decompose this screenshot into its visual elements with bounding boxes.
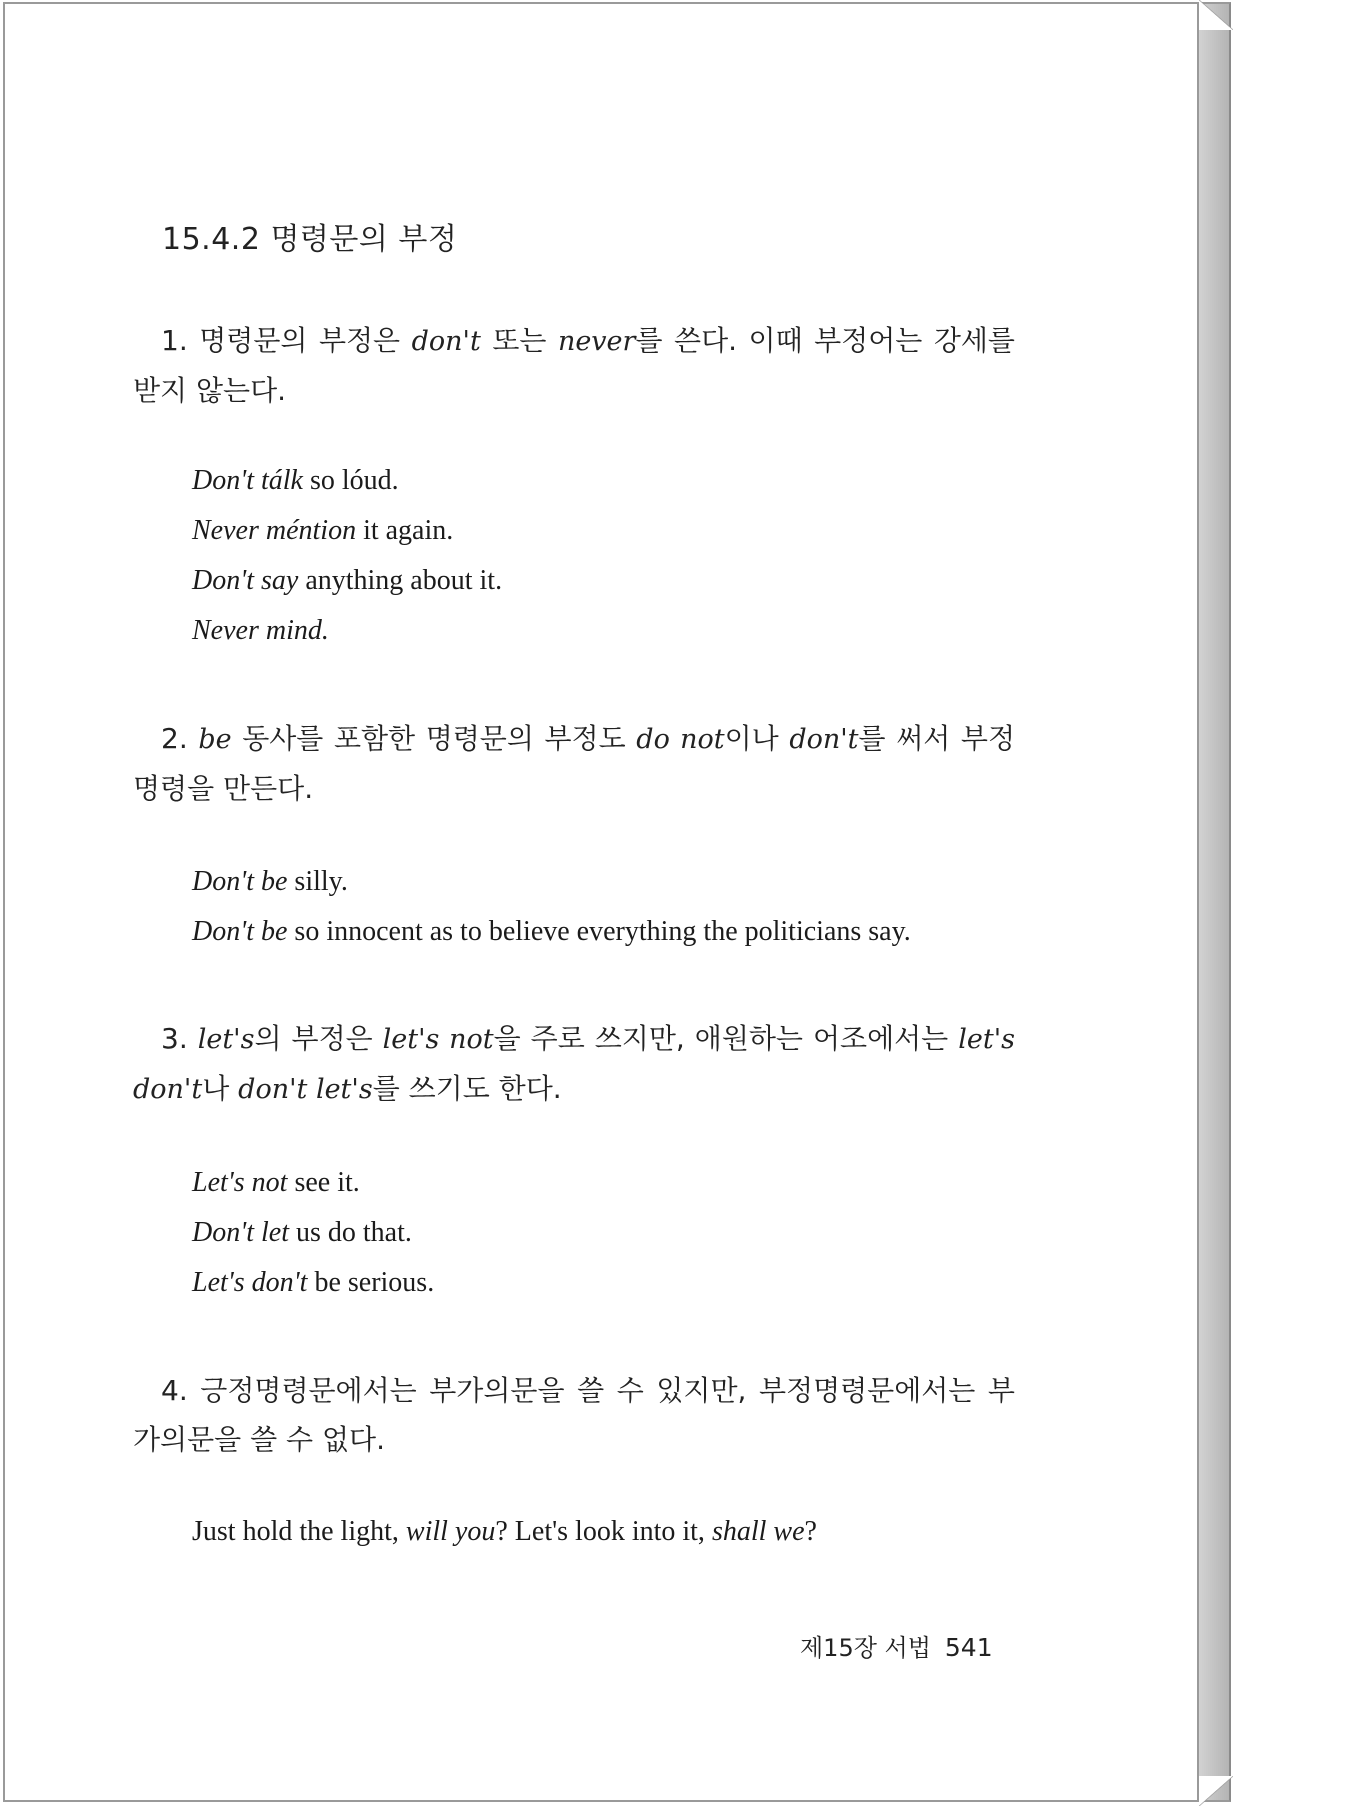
point-italic-text: don't let's — [238, 1074, 373, 1105]
example-text: see it. — [287, 1167, 360, 1198]
example-italic-text: Never mind. — [192, 615, 329, 646]
example-italic-text: Don't be — [192, 866, 288, 897]
chapter-label: 제15장 서법 — [800, 1634, 931, 1662]
point-number: 1. — [161, 324, 200, 357]
example-italic-text: will you — [405, 1516, 496, 1547]
example-italic-text: Let's don't — [192, 1267, 308, 1298]
section-title: 15.4.2 명령문의 부정 — [162, 222, 458, 257]
example-text: so lóud. — [302, 465, 399, 496]
point-text: 을 주로 쓰지만, 애원하는 어조에서는 — [493, 1022, 959, 1055]
example-line — [192, 1167, 360, 1199]
point-italic-text: never — [557, 326, 636, 357]
example-text: ? — [804, 1516, 817, 1547]
example-italic-text: Don't say — [192, 565, 299, 596]
point-text: 또는 — [480, 324, 558, 357]
point-2-text — [133, 714, 1015, 813]
example-line — [192, 515, 453, 547]
point-italic-text: don't — [789, 724, 859, 755]
point-text: 이나 — [724, 722, 790, 755]
point-italic-text: be — [198, 724, 232, 755]
example-text: us do that. — [288, 1217, 412, 1248]
page-corner-bottom — [1199, 1776, 1233, 1806]
example-italic-text: Don't let — [192, 1217, 289, 1248]
point-italic-text: let's not — [382, 1024, 494, 1055]
example-line — [192, 866, 348, 898]
example-text: anything about it. — [298, 565, 503, 596]
point-text: 를 써서 부정 명령을 만든다. — [133, 722, 1015, 805]
point-number: 3. — [161, 1022, 198, 1055]
point-text: 긍정명령문에서는 부가의문을 쓸 수 있지만, 부정명령문에서는 부가의문을 쓸 수 없다. — [133, 1374, 1015, 1456]
page-number: 541 — [944, 1633, 993, 1662]
example-text: Just hold the light, — [192, 1516, 406, 1547]
point-italic-text: don't — [411, 326, 481, 357]
point-number: 4. — [161, 1374, 201, 1407]
example-italic-text: shall we — [711, 1516, 805, 1547]
point-1-text — [133, 316, 1015, 415]
example-italic-text: Never méntion — [192, 515, 357, 546]
example-text: so innocent as to believe everything the politicians say. — [287, 916, 911, 947]
example-text: ? Let's look into it, — [495, 1516, 712, 1547]
point-text: 를 쓰기도 한다. — [372, 1072, 562, 1105]
example-italic-text: Don't tálk — [192, 465, 303, 496]
example-line — [192, 1516, 817, 1548]
example-italic-text: Don't be — [192, 916, 288, 947]
point-text: 명령문의 부정은 — [199, 324, 412, 357]
example-text: be serious. — [307, 1267, 435, 1298]
example-line — [192, 916, 911, 948]
point-3-text — [133, 1014, 1015, 1114]
example-line — [192, 465, 399, 497]
example-text: it again. — [356, 515, 454, 546]
point-italic-text: do not — [636, 724, 725, 755]
example-italic-text: Let's not — [192, 1167, 288, 1198]
example-line — [192, 615, 329, 647]
point-text: 동사를 포함한 명령문의 부정도 — [231, 722, 637, 755]
example-line — [192, 1217, 412, 1249]
page-corner-top — [1199, 0, 1233, 30]
example-text: silly. — [287, 866, 348, 897]
point-italic-text: let's don't — [133, 1024, 1015, 1105]
point-4-text — [133, 1366, 1015, 1464]
point-text: 나 — [202, 1072, 239, 1105]
page-stack-edge — [1199, 2, 1231, 1802]
point-number: 2. — [161, 722, 199, 755]
page-footer — [800, 1628, 993, 1663]
example-line — [192, 565, 502, 597]
point-text: 를 쓴다. 이때 부정어는 강세를 받지 않는다. — [133, 324, 1015, 407]
point-text: 의 부정은 — [254, 1022, 383, 1055]
point-italic-text: let's — [197, 1024, 255, 1055]
example-line — [192, 1267, 434, 1299]
